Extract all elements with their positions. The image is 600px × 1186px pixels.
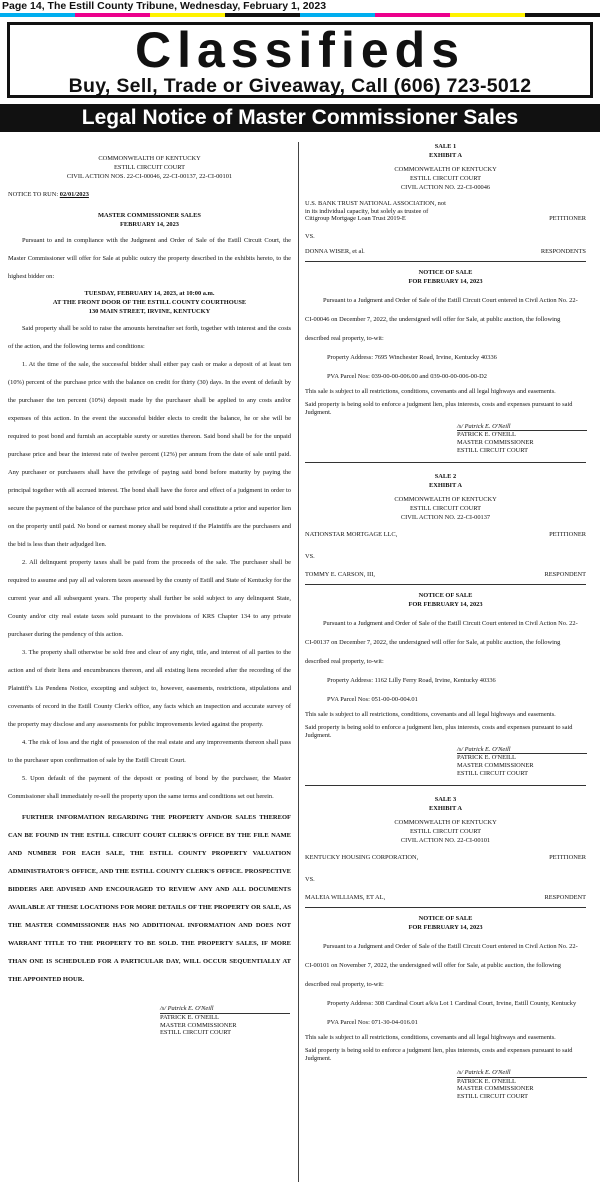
terms-intro: Said property shall be sold to raise the amounts hereinafter set forth, together with interest and the costs of the action, and the following terms and conditions: [8, 325, 291, 350]
classifieds-masthead [7, 22, 593, 98]
notice-of-sale-title [305, 591, 586, 609]
court-caption [8, 154, 291, 181]
sale-number: SALE 1 [434, 143, 457, 150]
exhibit-label: EXHIBIT A [428, 481, 463, 489]
notice-title-line: FOR FEBRUARY 14, 2023 [408, 923, 483, 931]
color-swatch [0, 13, 75, 17]
signer-name: PATRICK E. O'NEILL [457, 754, 516, 762]
signature-line: /s/ Patrick E. O'Neill [457, 746, 587, 755]
sale-3-exhibit [305, 795, 586, 1101]
defendant-name: DONNA WISER, et al. [305, 247, 365, 255]
signer-name: PATRICK E. O'NEILL [457, 431, 516, 439]
section-banner: Legal Notice of Master Commissioner Sales [0, 104, 600, 132]
color-swatch [225, 13, 300, 17]
defendant-name: TOMMY E. CARSON, III, [305, 570, 375, 578]
notice-title-line: NOTICE OF SALE [418, 914, 473, 922]
defendant-role: RESPONDENTS [540, 247, 586, 255]
notice-to-run-label: NOTICE TO RUN: [8, 191, 60, 198]
notice-title-line: FOR FEBRUARY 14, 2023 [408, 600, 483, 608]
signer-title: MASTER COMMISSIONER [457, 439, 534, 447]
signer-name: PATRICK E. O'NEILL [160, 1013, 219, 1021]
court-caption [305, 818, 586, 845]
term-1: 1. At the time of the sale, the successful bidder shall either pay cash or make a deposit of at least ten (10%) percent of the purchase price with the balance on credit for thirty (30) days. In the event of default by the purchaser the ten percent (10%) deposit made by the purchaser shall be applied to any costs and/or expenses of this action. In the event the successful bidder elects to credit the balance, he or she will be required to post bond and furnish an acceptable surety or sureties thereon. Said bond shall be for the unpaid purchase price and bear the interest rate of twelve percent (12%) per annum from the date of sale until paid. Any purchaser or purchasers shall have the privilege of paying said bond before maturity by paying the principal together with all accrued interest. The bond shall have the force and effect of a judgment in order to secure the payment of the balance of the purchase price and said bond shall constitute a prior and superior lien on the property until paid. No bond or earnest money shall be required if the Plaintiffs are the purchasers and the bid is less than their adjudged lien. [8, 361, 291, 548]
plaintiff-name: KENTUCKY HOUSING CORPORATION, [305, 853, 419, 861]
masthead-title: Classifieds [134, 22, 465, 78]
court-line: COMMONWEALTH OF KENTUCKY [98, 155, 201, 162]
sale-exhibits [305, 142, 586, 1101]
sale-time-location [8, 289, 291, 316]
defendant-row [305, 570, 586, 579]
notice-title-line: FOR FEBRUARY 14, 2023 [408, 277, 483, 285]
signer-name: PATRICK E. O'NEILL [457, 1077, 516, 1085]
signer-court: ESTILL CIRCUIT COURT [457, 1093, 528, 1101]
color-registration-bar [0, 13, 600, 17]
defendant-name: MALEIA WILLIAMS, ET AL, [305, 893, 386, 901]
page-header: Page 14, The Estill County Tribune, Wednesday, February 1, 2023 [2, 0, 327, 12]
time-location-line: 130 MAIN STREET, IRVINE, KENTUCKY [88, 308, 211, 315]
color-swatch [75, 13, 150, 17]
exhibit-label: EXHIBIT A [428, 804, 463, 812]
sale-title [305, 472, 586, 490]
versus-label: VS. [305, 552, 315, 560]
sale-separator [305, 462, 586, 463]
court-line: ESTILL CIRCUIT COURT [114, 164, 185, 171]
court-caption [305, 165, 586, 192]
versus-label: VS. [305, 875, 315, 883]
court-caption [305, 495, 586, 522]
notice-title-line: NOTICE OF SALE [418, 268, 473, 276]
time-location-line: TUESDAY, FEBRUARY 14, 2023, at 10:00 a.m. [84, 290, 215, 297]
signature-block [457, 423, 586, 455]
court-line: ESTILL CIRCUIT COURT [410, 175, 481, 182]
court-line: CIVIL ACTION NO. 22-CI-00046 [400, 184, 491, 191]
notice-of-sale-title [305, 914, 586, 932]
sale-1-exhibit [305, 142, 586, 455]
enforce-clause: Said property is being sold to enforce a judgment lien, plus interests, costs and expenses pursuant to said Judgment. [305, 1046, 573, 1062]
defendant-row [305, 247, 586, 256]
sale-paragraph: Pursuant to a Judgment and Order of Sale of the Estill Circuit Court entered in Civil Action No. 22-CI-00101 on November 7, 2022, the undersigned will offer for Sale, at public auction, the following described real property, to-wit: [305, 942, 578, 988]
enforce-clause: Said property is being sold to enforce a judgment lien, plus interests, costs and expenses pursuant to said Judgment. [305, 400, 573, 416]
sale-title [305, 795, 586, 813]
plaintiff-name: NATIONSTAR MORTGAGE LLC, [305, 530, 398, 538]
divider [305, 261, 586, 262]
plaintiff-row [305, 853, 586, 862]
signer-title: MASTER COMMISSIONER [160, 1021, 237, 1029]
master-commissioner-notice [8, 142, 291, 1037]
signature-block [457, 1069, 586, 1101]
sale-separator [305, 785, 586, 786]
color-swatch [150, 13, 225, 17]
sale-number: SALE 2 [434, 472, 457, 480]
plaintiff-role: PETITIONER [549, 853, 586, 861]
masthead-subtitle: Buy, Sell, Trade or Giveaway, Call (606) 723-5012 [68, 75, 532, 97]
term-2: 2. All delinquent property taxes shall be paid from the proceeds of the sale. The purchaser shall be required to assume and pay all ad valorem taxes assessed by the county of Estill and State of Kentucky for the current year and all subsequent years. The property shall further be sold subject to any delinquent State, County and/or city real estate taxes sold pursuant to the provisions of KRS Chapter 134 to any private purchaser during the pendency of this action. [8, 559, 291, 638]
signature-block [457, 746, 586, 778]
sales-heading [8, 211, 291, 229]
property-address: Property Address: 1162 Lilly Ferry Road, Irvine, Kentucky 40336 [327, 676, 496, 684]
signer-court: ESTILL CIRCUIT COURT [457, 446, 528, 454]
court-line: COMMONWEALTH OF KENTUCKY [394, 166, 497, 173]
defendant-row [305, 893, 586, 902]
subject-to-clause: This sale is subject to all restrictions, conditions, covenants and all legal highways and easements. [305, 710, 556, 718]
term-4: 4. The risk of loss and the right of possession of the real estate and any improvements thereon shall pass to the purchaser upon confirmation of sale by the Estill Circuit Court. [8, 739, 291, 764]
court-line: COMMONWEALTH OF KENTUCKY [394, 495, 497, 503]
column-divider [298, 142, 299, 1182]
plaintiff-role: PETITIONER [549, 530, 586, 538]
signer-court: ESTILL CIRCUIT COURT [457, 770, 528, 778]
pva-parcel: PVA Parcel Nos: 051-00-00-004.01 [327, 695, 418, 703]
sale-number: SALE 3 [434, 795, 457, 803]
signature-block [160, 1005, 291, 1037]
enforce-clause: Said property is being sold to enforce a judgment lien, plus interests, costs and expenses pursuant to said Judgment. [305, 723, 573, 739]
versus-label: VS. [305, 232, 315, 240]
heading-line: FEBRUARY 14, 2023 [119, 221, 179, 228]
plaintiff-role: PETITIONER [549, 215, 586, 222]
term-3: 3. The property shall otherwise be sold free and clear of any right, title, and interest of all parties to the action and of their liens and encumbrances thereon, and all existing liens recorded after the recording of the Plaintiff's Lis Pendens Notice, excepting and subject to, however, easements, restrictions, stipulations and covenants of record in the Estill County Clerk's office, any facts which an inspection and accurate survey of the property may disclose and any assessments for public improvements levied against the property. [8, 649, 291, 728]
plaintiff-row [305, 530, 586, 539]
plaintiff-name: U.S. BANK TRUST NATIONAL ASSOCIATION, not [305, 200, 446, 207]
court-line: ESTILL CIRCUIT COURT [410, 827, 481, 835]
signature-line: /s/ Patrick E. O'Neill [457, 423, 587, 432]
plaintiff-row [305, 200, 586, 223]
property-address: Property Address: 308 Cardinal Court a/k/a Lot 1 Cardinal Court, Irvine, Estill County, Kentucky [327, 999, 577, 1007]
divider [305, 584, 586, 585]
color-swatch [375, 13, 450, 17]
defendant-role: RESPONDENT [544, 893, 586, 901]
property-address: Property Address: 7695 Winchester Road, Irvine, Kentucky 40336 [327, 353, 497, 361]
color-swatch [450, 13, 525, 17]
subject-to-clause: This sale is subject to all restrictions, conditions, covenants and all legal highways and easements. [305, 387, 556, 395]
term-5: 5. Upon default of the payment of the deposit or posting of bond by the purchaser, the Master Commissioner shall immediately re-sell the property upon the same terms and conditions set out herein. [8, 775, 291, 800]
court-line: ESTILL CIRCUIT COURT [410, 504, 481, 512]
signature-line: /s/ Patrick E. O'Neill [160, 1005, 290, 1014]
color-swatch [300, 13, 375, 17]
plaintiff-name: Citigroup Mortgage Loan Trust 2019-E [305, 215, 406, 222]
court-line: CIVIL ACTION NOS. 22-CI-00046, 22-CI-00137, 22-CI-00101 [66, 173, 233, 180]
intro-paragraph: Pursuant to and in compliance with the Judgment and Order of Sale of the Estill Circuit Court, the Master Commissioner will offer for Sale at public outcry the property described in the exhibits hereto, to the highest bidder on: [8, 237, 291, 280]
signer-title: MASTER COMMISSIONER [457, 762, 534, 770]
court-line: CIVIL ACTION NO. 22-CI-00137 [400, 513, 491, 521]
notice-of-sale-title [305, 268, 586, 286]
plaintiff-name: in its individual capacity, but solely as trustee of [305, 207, 429, 215]
sale-2-exhibit [305, 472, 586, 778]
sale-paragraph: Pursuant to a Judgment and Order of Sale of the Estill Circuit Court entered in Civil Action No. 22-CI-00046 on December 7, 2022, the undersigned will offer for Sale, at public auction, the following described real property, to-wit: [305, 296, 578, 342]
sale-paragraph: Pursuant to a Judgment and Order of Sale of the Estill Circuit Court entered in Civil Action No. 22-CI-00137 on December 7, 2022, the undersigned will offer for Sale, at public auction, the following described real property, to-wit: [305, 619, 578, 665]
notice-to-run [8, 190, 291, 199]
signer-title: MASTER COMMISSIONER [457, 1085, 534, 1093]
signature-line: /s/ Patrick E. O'Neill [457, 1069, 587, 1078]
exhibit-label: EXHIBIT A [428, 152, 463, 159]
subject-to-clause: This sale is subject to all restrictions, conditions, covenants and all legal highways and easements. [305, 1033, 556, 1041]
sale-title [305, 142, 586, 160]
defendant-role: RESPONDENT [544, 570, 586, 578]
further-information: FURTHER INFORMATION REGARDING THE PROPERTY AND/OR SALES THEREOF CAN BE FOUND IN THE ESTILL CIRCUIT COURT CLERK'S OFFICE BY THE FILE NAME AND NUMBER FOR EACH SALE, THE ESTILL COUNTY PROPERTY VALUATION ADMINISTRATOR'S OFFICE, AND THE ESTILL COUNTY CLERK'S OFFICE. PROSPECTIVE BIDDERS ARE ADVISED AND ENCOURAGED TO REVIEW ANY AND ALL DOCUMENTS AVAILABLE AT THESE LOCATIONS FOR MORE DETAILS OF THE PROPERTY OR SALE, AS THE MASTER COMMISSIONER HAS NO ADDITIONAL INFORMATION AND DOES NOT WARRANT TITLE TO THE PROPERTY TO BE SOLD. THE PROPERTY SALES, IF MORE THAN ONE IS SCHEDULED FOR A PARTICULAR DAY, WILL OCCUR SEQUENTIALLY AT THE APPOINTED HOUR. [8, 814, 291, 983]
heading-line: MASTER COMMISSIONER SALES [98, 212, 201, 219]
pva-parcel: PVA Parcel Nos: 071-30-04-016.01 [327, 1018, 418, 1026]
time-location-line: AT THE FRONT DOOR OF THE ESTILL COUNTY COURTHOUSE [52, 299, 247, 306]
court-line: CIVIL ACTION NO. 22-CI-00101 [400, 836, 491, 844]
notice-to-run-date: 02/01/2023 [59, 191, 89, 198]
notice-title-line: NOTICE OF SALE [418, 591, 473, 599]
color-swatch [525, 13, 600, 17]
court-line: COMMONWEALTH OF KENTUCKY [394, 818, 497, 826]
divider [305, 907, 586, 908]
signer-court: ESTILL CIRCUIT COURT [160, 1029, 231, 1037]
pva-parcel: PVA Parcel Nos: 039-00-00-006.00 and 039-00-00-006-00-D2 [327, 372, 487, 380]
